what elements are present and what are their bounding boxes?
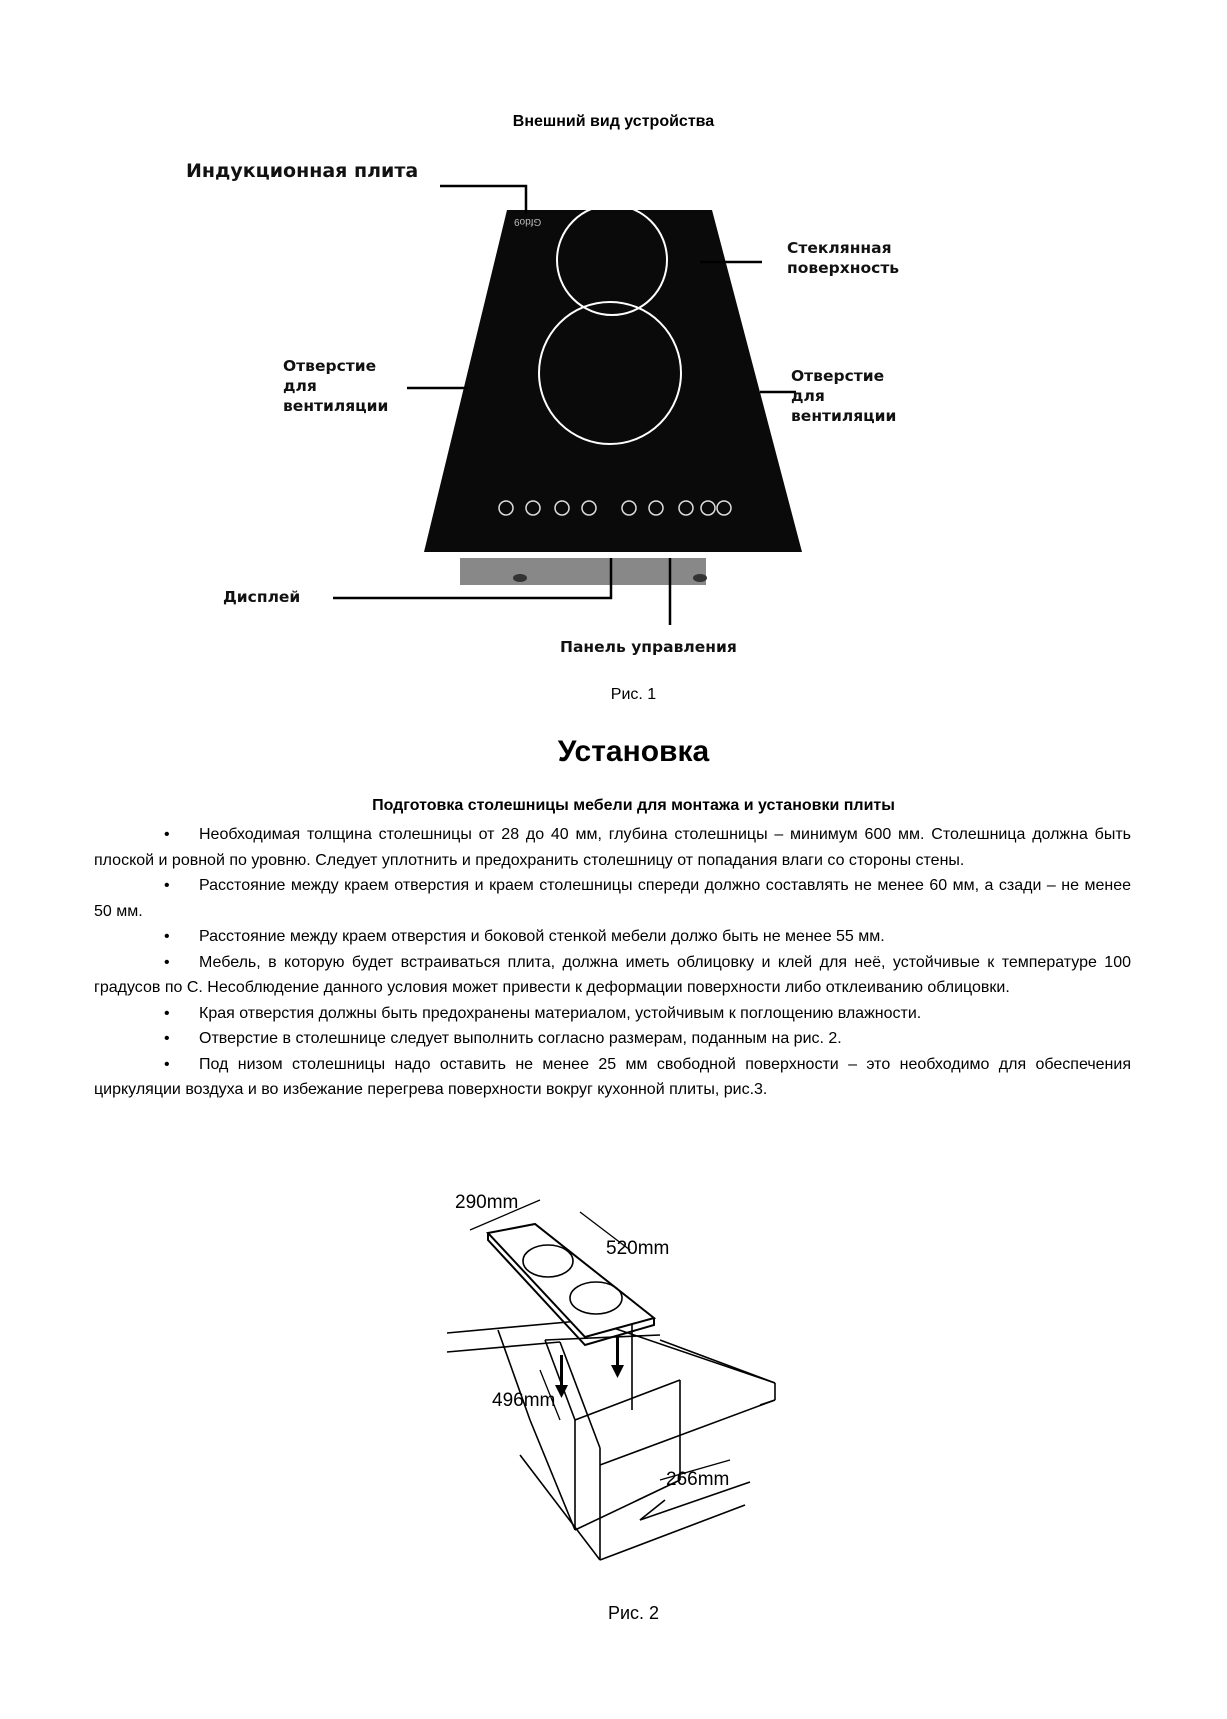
- callout-vent-left-line3: вентиляции: [283, 397, 389, 415]
- callout-glass-line2: поверхность: [787, 259, 900, 277]
- bullet-icon: •: [164, 1004, 170, 1022]
- list-item: [94, 950, 1131, 1001]
- list-item-text: Отверстие в столешнице следует выполнить согласно размерам, поданным на рис. 2.: [199, 1030, 842, 1047]
- list-item: [94, 1026, 1131, 1052]
- callout-vent-left-line2: для: [283, 377, 317, 395]
- brand-logo: Gfdo9: [514, 216, 542, 227]
- bullet-icon: •: [164, 953, 170, 971]
- list-item-text: Необходимая толщина столешницы от 28 до 40 мм, глубина столешницы – минимум 600 мм. Столешница должна быть плоской и ровной по уровню. Следует уплотнить и предохранить столешницу от попадания влаги со стороны стены.: [94, 826, 1131, 869]
- bullet-icon: •: [164, 928, 170, 945]
- list-item-text: Края отверстия должны быть предохранены материалом, устойчивым к поглощению влажности.: [199, 1004, 922, 1022]
- callout-vent-right: [791, 366, 896, 426]
- bullet-icon: •: [164, 1055, 170, 1073]
- dim-cutout-length: 496mm: [492, 1390, 556, 1411]
- list-item: [94, 1052, 1131, 1103]
- callout-vent-left-line1: Отверстие: [283, 357, 377, 375]
- dim-width-top: 290mm: [455, 1192, 519, 1213]
- callout-vent-right-line3: вентиляции: [791, 407, 897, 425]
- callout-vent-right-line1: Отверстие: [791, 367, 885, 385]
- list-item-text: Мебель, в которую будет встраиваться плита, должна иметь облицовку и клей для неё, устойчивые к температуре 100 градусов по С. Несоблюдение данного условия может привести к деформации поверхности либо отклеиванию облицовки.: [94, 953, 1131, 996]
- list-item-text: Расстояние между краем отверстия и краем столешницы спереди должно составлять не менее 60 мм, а сзади – не менее 50 мм.: [94, 877, 1131, 920]
- list-item-text: Расстояние между краем отверстия и боковой стенкой мебели должо быть не менее 55 мм.: [199, 928, 885, 945]
- bullet-icon: •: [164, 1030, 170, 1047]
- section-title: Установка: [557, 735, 710, 768]
- figure2-caption: Рис. 2: [607, 1603, 660, 1623]
- bullet-icon: •: [164, 826, 170, 843]
- list-item: [94, 822, 1131, 873]
- dim-cutout-width: 266mm: [666, 1469, 730, 1490]
- callout-vent-right-line2: для: [791, 387, 825, 405]
- callout-glass: [787, 238, 899, 278]
- section-subtitle: Подготовка столешницы мебели для монтажа и установки плиты: [372, 797, 895, 814]
- list-item: [94, 1001, 1131, 1027]
- figure1-heading: Внешний вид устройства: [512, 113, 715, 130]
- list-item: [94, 873, 1131, 924]
- figure1-caption: Рис. 1: [610, 686, 657, 703]
- dim-length-top: 520mm: [606, 1238, 670, 1259]
- callout-vent-left: [283, 356, 388, 416]
- callout-cooktop: Индукционная плита: [186, 160, 419, 182]
- callout-control-panel: Панель управления: [560, 638, 737, 656]
- list-item: [94, 924, 1131, 950]
- callout-glass-line1: Стеклянная: [787, 239, 892, 257]
- cooktop-illustration: [0, 0, 1227, 700]
- installation-list: [94, 822, 1131, 1103]
- callout-display: Дисплей: [223, 588, 301, 606]
- list-item-text: Под низом столешницы надо оставить не менее 25 мм свободной поверхности – это необходимо для обеспечения циркуляции воздуха и во избежание перегрева поверхности вокруг кухонной плиты, рис.3.: [94, 1055, 1131, 1098]
- bullet-icon: •: [164, 877, 170, 894]
